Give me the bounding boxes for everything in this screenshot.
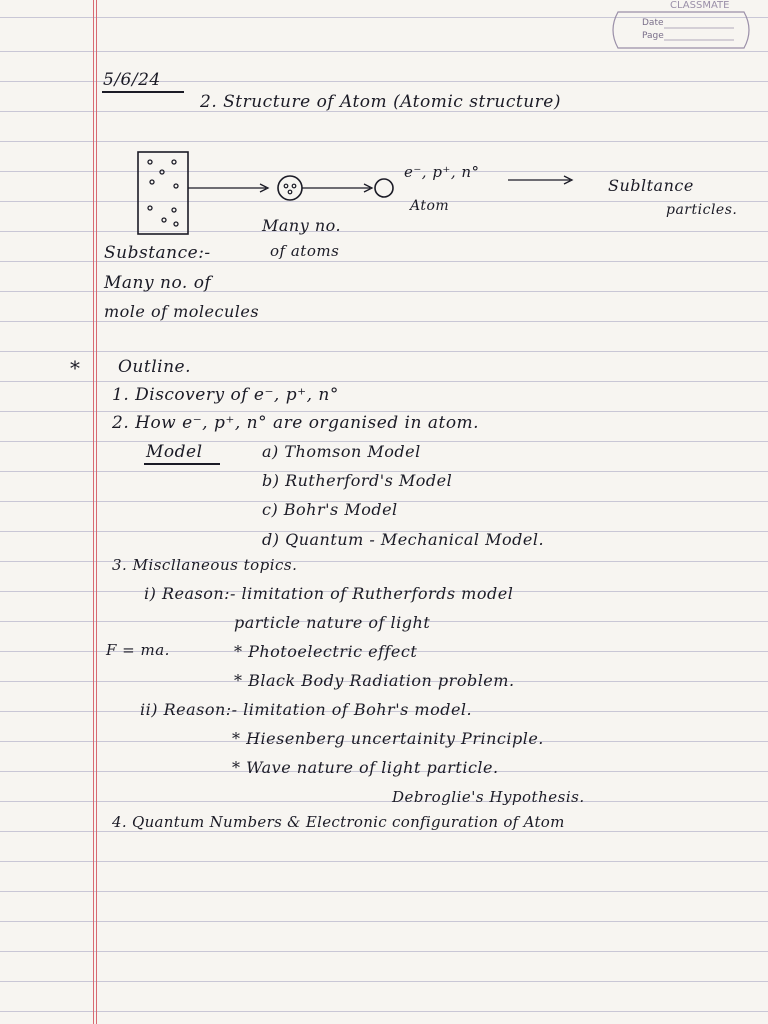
outline-item-1: 1. Discovery of e⁻, p⁺, n° [112,385,339,405]
particles-word: particles. [666,202,738,218]
atom-label: Atom [410,198,450,214]
date-box-frame-icon [606,6,756,54]
particle-nature: particle nature of light [234,613,431,632]
model-underline [144,463,220,465]
outline-item-4: 4. Quantum Numbers & Electronic configuration of Atom [112,813,565,831]
model-a: a) Thomson Model [262,442,421,461]
substance-label: Substance:- [104,243,211,263]
model-label: Model [146,442,203,462]
page-title: 2. Structure of Atom (Atomic structure) [200,92,561,112]
molecule-circle-icon [278,176,302,200]
model-c: c) Bohr's Model [262,500,398,519]
mole-of-molecules-label: mole of molecules [104,302,260,321]
date-underline [102,91,184,93]
atom-circle-icon [375,179,393,197]
outline-heading: Outline. [118,357,192,377]
substance-particles-label: Subltance [608,176,694,195]
wave-nature: * Wave nature of light particle. [232,758,499,777]
margin-line [93,0,94,1024]
black-body-radiation: * Black Body Radiation problem. [234,671,515,690]
outline-item-3: 3. Miscllaneous topics. [112,556,298,574]
of-atoms-label: of atoms [270,242,340,260]
reason-2: ii) Reason:- limitation of Bohr's model. [140,700,473,719]
outline-star-icon: * [70,356,81,380]
date-text: 5/6/24 [103,70,161,90]
margin-line-inner [96,0,97,1024]
many-no-of-label: Many no. of [104,273,212,293]
atom-diagram [130,140,630,240]
page-label: Page [642,31,664,41]
molecule-dots-icon [148,160,178,226]
photoelectric-effect: * Photoelectric effect [234,642,418,661]
date-label: Date [642,18,664,28]
model-d: d) Quantum - Mechanical Model. [262,530,545,549]
date-page-box [606,6,756,54]
outline-item-2: 2. How e⁻, p⁺, n° are organised in atom. [112,413,480,433]
particles-label: e⁻, p⁺, n° [404,163,480,181]
reason-1: i) Reason:- limitation of Rutherfords model [144,584,514,603]
debroglie-hypothesis: Debroglie's Hypothesis. [392,788,585,806]
heisenberg-principle: * Hiesenberg uncertainity Principle. [232,729,544,748]
model-b: b) Rutherford's Model [262,471,453,490]
many-no-label: Many no. [262,216,342,235]
brand-logo: CLASSMATE [670,0,730,11]
fma-formula: F = ma. [106,641,170,659]
